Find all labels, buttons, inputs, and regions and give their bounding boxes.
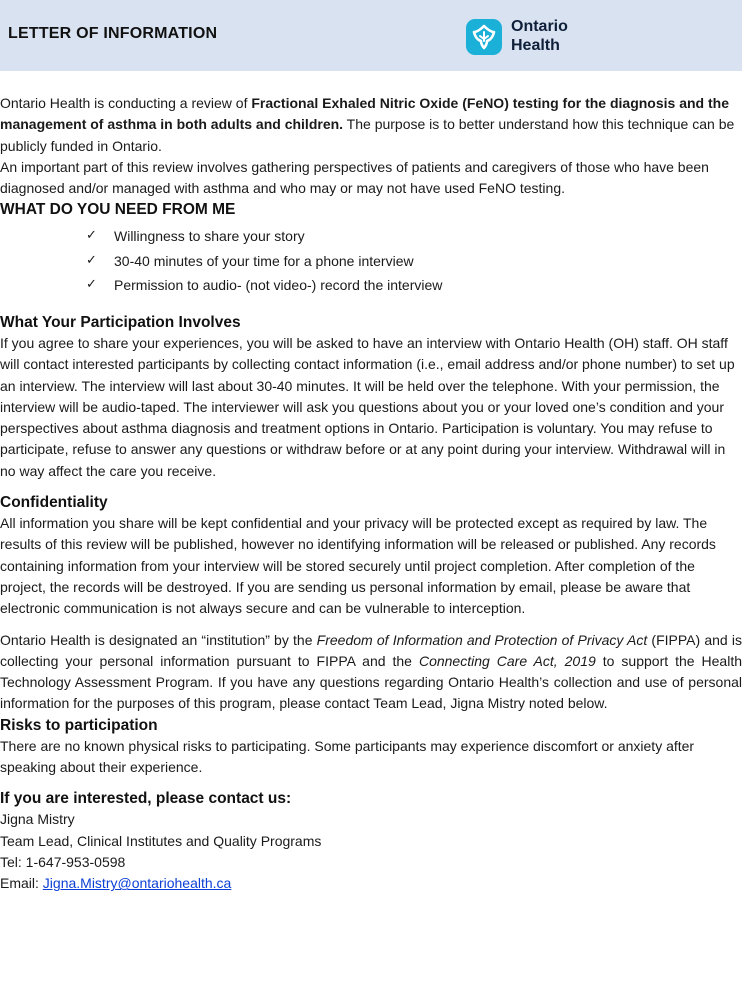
checkmark-icon: ✓ (86, 228, 97, 244)
checkmark-icon: ✓ (86, 277, 97, 293)
list-item: ✓ Willingness to share your story (86, 224, 742, 249)
contact-phone: Tel: 1-647-953-0598 (0, 853, 126, 870)
fippa-paragraph: Ontario Health is designated an “institution” by the Freedom of Information and Protection of Privacy Act (FIPPA) and is collecting your personal information pursuant to FIPPA and the Connecting Care Act, 2019 to support the Health Technology Assessment Program. If you have any questions regarding Ontario Health’s collection and use of personal information for the purposes of this program, please contact Team Lead, Jigna Mistry noted below. (0, 631, 742, 712)
need-checklist (0, 224, 742, 298)
logo-line-ontario: Ontario (511, 18, 568, 35)
contact-name: Jigna Mistry (0, 811, 75, 828)
letter-body (0, 93, 742, 895)
section-heading-confidentiality: Confidentiality (0, 494, 108, 512)
list-item: ✓ 30-40 minutes of your time for a phone interview (86, 249, 742, 274)
fippa-act-name: Freedom of Information and Protection of Privacy Act (316, 631, 648, 648)
email-link[interactable]: Jigna.Mistry@ontariohealth.ca (42, 875, 232, 892)
letter-header (0, 0, 742, 71)
contact-role: Team Lead, Clinical Institutes and Quality Programs (0, 832, 322, 849)
risks-paragraph: There are no known physical risks to participating. Some participants may experience discomfort or anxiety after speaking about their experience. (0, 737, 695, 776)
page-title: LETTER OF INFORMATION (8, 25, 218, 42)
participation-paragraph: If you agree to share your experiences, you will be asked to have an interview with Ontario Health (OH) staff. OH staff will contact interested participants by collecting contact information (i.e., email address and/or phone number) to set up an interview. The interview will last about 30-40 minutes. It will be held over the telephone. With your permission, the interview will be audio-taped. The interviewer will ask you questions about you or your loved one’s condition and your perspectives about asthma diagnosis and treatment options in Ontario. Participation is voluntary. You may refuse to participate, refuse to answer any questions or withdraw before or at any point during your interview. Withdrawal will in no way affect the care you receive. (0, 334, 735, 479)
checkmark-icon: ✓ (86, 252, 97, 268)
ontario-trillium-icon (466, 19, 502, 55)
connecting-care-act-name: Connecting Care Act, 2019 (418, 652, 596, 669)
confidentiality-paragraph: All information you share will be kept confidential and your privacy will be protected except as required by law. The results of this review will be published, however no identifying information will be released or published. Any records containing information from your interview will be stored securely until project completion. After completion of the project, the records will be destroyed. If you are sending us personal information by email, please be aware that electronic communication is not always secure and can be vulnerable to interception. (0, 515, 716, 617)
section-heading-risks: Risks to participation (0, 716, 158, 734)
contact-email-line: Email: Jigna.Mistry@ontariohealth.ca (0, 875, 232, 892)
perspectives-paragraph: An important part of this review involves gathering perspectives of patients and caregivers of those who have been diagnosed and/or managed with asthma and who may or may not have used FeNO testing. (0, 158, 709, 197)
intro-paragraph: Ontario Health is conducting a review of Fractional Exhaled Nitric Oxide (FeNO) testing for the diagnosis and the management of asthma in both adults and children. The purpose is to better understand how this technique can be publicly funded in Ontario. (0, 95, 735, 154)
review-topic: Fractional Exhaled Nitric Oxide (FeNO) testing for the diagnosis and the management of asthma in both adults and children. (0, 95, 729, 133)
ontario-health-logo (466, 17, 586, 57)
list-item: ✓ Permission to audio- (not video-) record the interview (86, 273, 742, 298)
logo-line-health: Health (511, 37, 560, 54)
section-heading-need: WHAT DO YOU NEED FROM ME (0, 201, 236, 219)
section-heading-contact: If you are interested, please contact us: (0, 790, 292, 808)
section-heading-participation: What Your Participation Involves (0, 313, 241, 331)
